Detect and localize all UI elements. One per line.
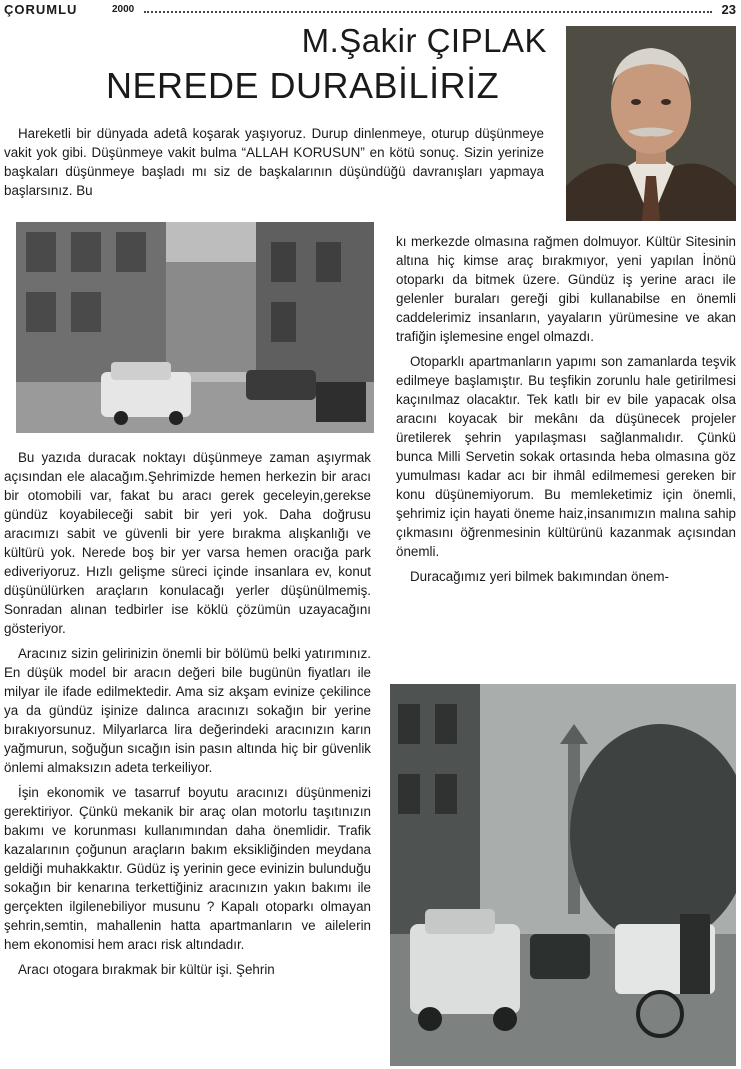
author-portrait bbox=[566, 26, 736, 221]
left-paragraph-4: Aracı otogara bırakmak bir kültür işi. Şehrin bbox=[18, 962, 275, 977]
page-header bbox=[4, 2, 736, 18]
article-title: NEREDE DURABİLİRİZ bbox=[106, 65, 500, 106]
street-photo-top bbox=[16, 222, 374, 433]
intro-text bbox=[4, 124, 544, 206]
left-paragraph-1: Bu yazıda duracak noktayı düşünmeye zaman aşıyrmak açısından ele alacağım.Şehrimizde hemen herkezin bir aracı bir otomobili var, fakat bu aracı gerek geceleyin,gerekse gündüz koyabileceği sabit bir yeri yok. Daha doğrusu aracımızı sabit ve güvenli bir yere bırakma alışkanlığı ve kültürü yok. Nerede boş bir yer varsa hemen oracığa park ediveriyoruz. Hızlı gelişme süreci içinde insanlara ev, konut düşünülürken araçların konulacağı yerler düşünülmemiş. Sonradan alınan tedbirler ise köklü çözümün uzayacağını gösteriyor. bbox=[4, 450, 371, 636]
right-paragraph-2: Otoparklı apartmanların yapımı son zamanlarda teşvik edilmeye başlamıştır. Bu teşfikin zorunlu hale getirilmesi kaçınılmaz olacaktır. Tek katlı bir ev bile yapacak olsa aracını koyacak bir mekânı da düşünecek projeler üretilerek şehrin yapılaşması sağlanmalıdır. Çünkü bunca Milli Servetin sokak ortasında heba olmasına göz yumulması kadar acı bir ihmâl edilmemesi gereken bir konu düşünemiyorum. Bu memleketimiz için önemli, şehrimiz için hayati öneme haiz,insanımızın malına sahip çıkmasını öğrenmesinin kültürünü kazanmak açısından önemli. bbox=[396, 354, 736, 559]
right-paragraph-3: Duracağımız yeri bilmek bakımından önem- bbox=[410, 569, 669, 584]
intro-paragraph: Hareketli bir dünyada adetâ koşarak yaşıyoruz. Durup dinlenmeye, oturup düşünmeye vakit yok gibi. Düşünmeye vakit bulma “ALLAH KORUSUN” en kötü sonuç. Sizin yerinize başkaları düşünmeye başladı mı siz de başkalarının düşündüğü davranışları yapmaya başlarsınız. Bu bbox=[4, 126, 544, 198]
author-name: M.Şakir ÇIPLAK bbox=[301, 22, 547, 59]
left-paragraph-3: İşin ekonomik ve tasarruf boyutu aracınızı düşünmenizi gerektiriyor. Çünkü mekanik bir araç olan motorlu taşıtınızın bakımı ve korunması kullanımından daha önemlidir. Trafik kazalarının çoğunun araçların bakım eksikliğinden meydana geldiği muhakkaktır. Güdüz iş yerinin gece evinizin bulunduğu sokağın bir kenarına terkettiğiniz aracınızın yakın bakımı ile gerçekten ilgilenebiliyor musunu ? Kapalı otoparkı olmayan şehrin,semtin, mahallenin hatta apartmanların ve ailelerin hem ekonomisi hem aracı risk altındadır. bbox=[4, 785, 371, 952]
right-column bbox=[396, 232, 736, 592]
street-photo-bottom bbox=[390, 684, 736, 1066]
left-paragraph-2: Aracınız sizin gelirinizin önemli bir bölümü belki yatırımınız. En düşük model bir aracın değeri bile bugünün fiyatları ile milyar ile ifade edilmektedir. Ama siz akşam evinize çekilince ya da gündüz işinize dalınca aracınızı sokağın bir yerine bırakıyorsunuz. Milyarlarca lira değerindeki aracınızın karın yağmurun, soğuğun sıcağın isin pasın altında hiç bir güvenlik önlemi almaksızın adeta terkeiliyor. bbox=[4, 646, 371, 775]
left-column bbox=[4, 448, 371, 985]
magazine-name: ÇORUMLU bbox=[4, 2, 78, 17]
issue-year: 2000 bbox=[112, 4, 135, 15]
right-paragraph-1: kı merkezde olmasına rağmen dolmuyor. Kültür Sitesinin altına hiç kimse araç bırakmıyor, yeni yapılan İnönü otoparkı da bitmek üzere. Gündüz iş yerine aracı ile gelenler buraları gereği gibi kullanabilse en önemli caddelerimiz insanların, yayaların yürümesine ve akan trafiğin işlemesine engel olmazdı. bbox=[396, 234, 736, 344]
header-dotted-rule bbox=[144, 11, 712, 13]
page-number: 23 bbox=[721, 2, 736, 17]
